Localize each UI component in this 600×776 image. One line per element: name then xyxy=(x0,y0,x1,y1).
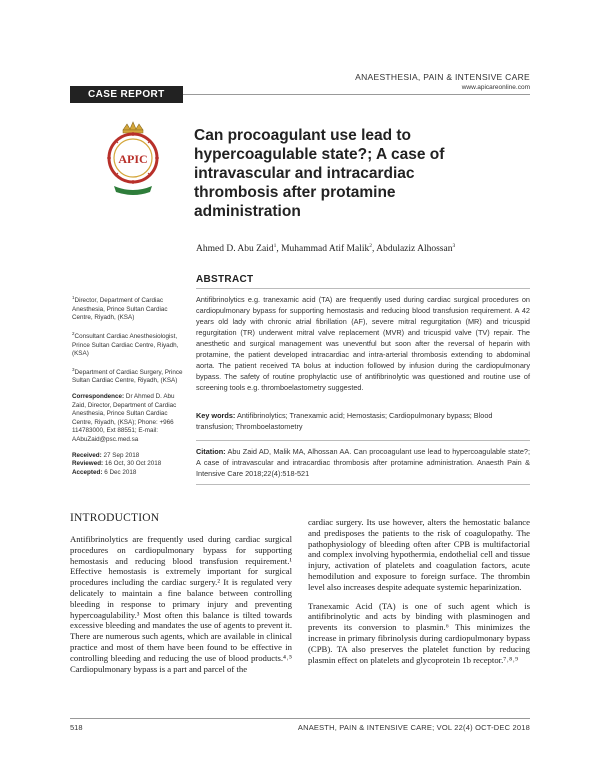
author-name: Abdulaziz Alhossan xyxy=(376,244,453,255)
journal-url[interactable]: www.apicareonline.com xyxy=(461,84,530,91)
keywords-label: Key words: xyxy=(196,411,236,420)
article-title: Can procoagulant use lead to hypercoagulable state?; A case of intravascular and intracardiac thrombosis after protamine administration xyxy=(194,127,445,220)
journal-logo xyxy=(104,120,162,198)
author-name: Muhammad Atif Malik xyxy=(281,244,370,255)
affiliation-3: $^3$Department of Cardiac Surgery, Prince Sultan Cardiac Centre, Riyadh, (KSA) xyxy=(72,366,183,385)
author-affiliation-mark: 1 xyxy=(273,243,277,249)
intro-paragraph-1: Antifibrinolytics are frequently used during cardiac surgical procedures on cardiopulmonary bypass for supporting hemostasis and reducing blood transfusion requirement.¹ Effective hemostasis is extremely important for surgical procedures including the cardiac surgery.² It is regulated very delicately to maintain a fine balance between controlling bleeding in response to primary injury and preventing hypercoagulability.³ Most often this balance is tilted towards excessive bleeding and mandates the use of agents to prevent it. There are numerous such agents, which are available in clinical practice and most of them have been found to be effective in controlling bleeding and reducing the use of blood products.⁴˒⁵ Cardiopulmonary bypass is a part and parcel of the xyxy=(70,534,292,674)
page-number: 518 xyxy=(70,723,83,732)
citation-label: Citation: xyxy=(196,447,226,456)
body-column-left xyxy=(70,534,292,682)
article-dates xyxy=(72,452,184,478)
affiliation-1: $^1$Director, Department of Cardiac Anesthesia, Prince Sultan Cardiac Centre, Riyadh, (KSA) xyxy=(72,295,168,322)
abstract-divider xyxy=(196,288,530,289)
keywords-text: Antifibrinolytics; Tranexamic acid; Hemostasis; Cardiopulmonary bypass; Blood transfusion; Thromboelastometry xyxy=(196,411,493,431)
svg-text:APIC: APIC xyxy=(118,152,148,166)
affiliation-2: $^2$Consultant Cardiac Anesthesiologist, Prince Sultan Cardiac Centre, Riyadh, (KSA) xyxy=(72,330,179,358)
apic-crest-icon xyxy=(104,120,162,198)
citation-text: Abu Zaid AD, Malik MA, Alhossan AA. Can procoagulant use lead to hypercoagulable state?; A case of intravascular and intracardiac thrombosis after protamine administration. Anaesth Pain & Intensive Care 2018;22(4):518-521 xyxy=(196,447,531,478)
abstract-text: Antifibrinolytics e.g. tranexamic acid (TA) are frequently used during cardiac surgical procedures on cardiopulmonary bypass for supporting hemostasis and reducing blood transfusion requirement. A 42 years old lady with chronic atrial fibrillation (AF), severe mitral regurgitation (MR) and tricuspid regurgitation (TR) underwent mitral valve replacement (MVR) and tricuspid valve (TV) repair. The anesthetic and surgical management was uneventful but soon after the reversal of heparin with protamine, the patient developed intracardiac and intra-arterial thrombosis extending to abdominal aorta. The patient received TA bolus at induction followed by infusion during the cardiopulmonary bypass. The safety of routine prophylactic use of antifibrinolytic was questioned and routine use of screening tools e.g. thromboelastometry suggested. xyxy=(196,295,530,392)
section-badge: CASE REPORT xyxy=(70,86,183,103)
author-list: Ahmed D. Abu Zaid$^1$, Muhammad Atif Malik$^2$, Abdulaziz Alhossan$^3$ xyxy=(196,243,456,255)
intro-paragraph-3: Tranexamic Acid (TA) is one of such agent which is antifibrinolytic and acts by binding with plasminogen and prevents its conversion to plasmin.⁶ This minimizes the increase in primary fibrinolysis during cardiopulmonary bypass (CPB). TA also preserves the platelet function by reducing plasmin effect on platelets and glycoprotein 1b receptor.⁷˒⁸˒⁹ xyxy=(308,600,530,665)
footer-journal-issue: ANAESTH, PAIN & INTENSIVE CARE; VOL 22(4) OCT-DEC 2018 xyxy=(297,723,530,732)
abstract-heading: ABSTRACT xyxy=(196,274,254,285)
intro-paragraph-2: cardiac surgery. Its use however, alters the hemostatic balance and predisposes the patients to the risk of coagulopathy. The pathophysiology of bleeding often after CPB is multifactorial and complex involving hypothermia, endothelial cell and tissue injury, activation of platelets and coagulation factors, acute hemodilution and exposure to foreign surface. The thrombin level also increases despite adequate systemic heparinization. xyxy=(308,517,530,592)
introduction-heading: INTRODUCTION xyxy=(70,512,160,524)
date-accepted: Accepted: 6 Dec 2018 xyxy=(72,468,137,476)
footer-divider xyxy=(70,718,530,719)
author-name: Ahmed D. Abu Zaid xyxy=(196,244,274,255)
journal-title: ANAESTHESIA, PAIN & INTENSIVE CARE xyxy=(355,72,530,82)
citation-divider-bottom xyxy=(196,484,530,485)
correspondence: Correspondence: Dr Ahmed D. Abu Zaid, Director, Department of Cardiac Anesthesia, Prince Sultan Cardiac Centre, Riyadh, (KSA); Phone: +966 114783000, Ext 88551; E-mail: AAbuZaid@psc.med.sa xyxy=(72,393,177,443)
citation-divider-top xyxy=(196,440,530,441)
author-affiliation-mark: 3 xyxy=(452,243,456,249)
citation xyxy=(196,446,530,479)
affiliations-sidebar xyxy=(72,294,184,477)
author-affiliation-mark: 2 xyxy=(369,243,372,249)
date-reviewed: Reviewed: 16 Oct, 30 Oct 2018 xyxy=(72,460,162,468)
keywords xyxy=(196,410,530,432)
body-column-right xyxy=(308,517,530,673)
date-received: Received: 27 Sep 2018 xyxy=(72,451,140,459)
